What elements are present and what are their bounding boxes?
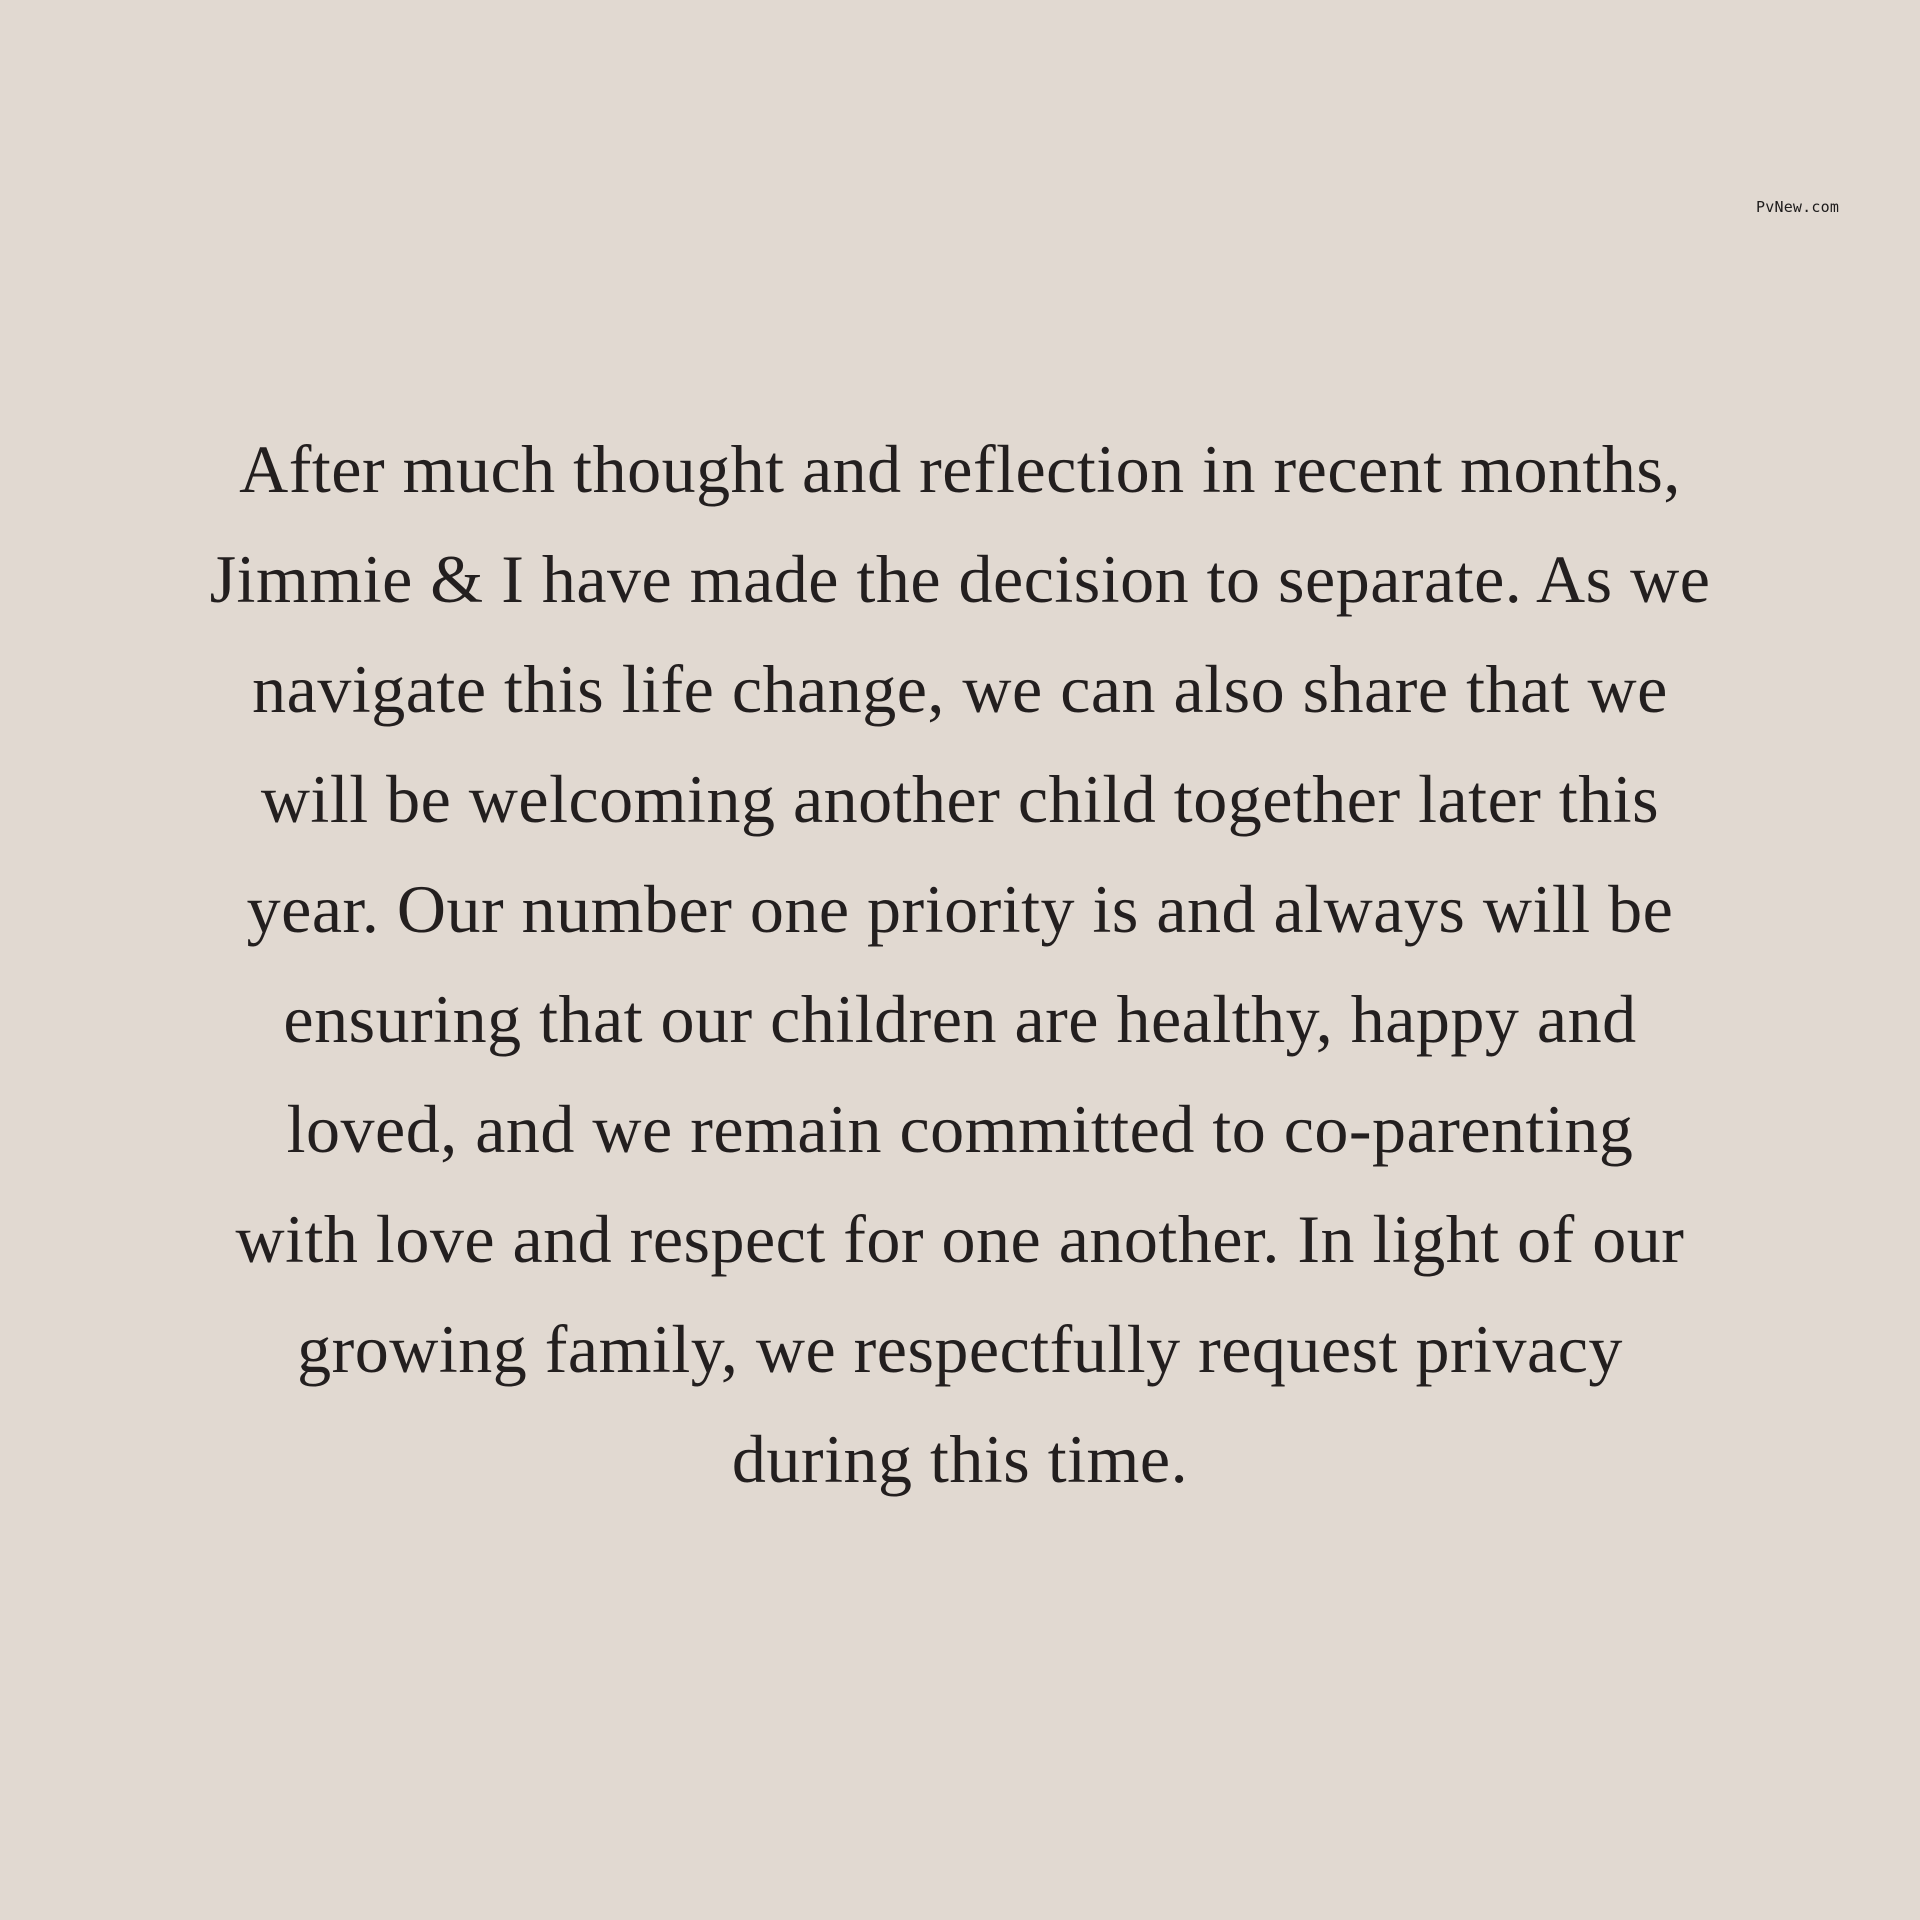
watermark-text: PvNew.com xyxy=(1756,198,1840,216)
statement-line: during this time. xyxy=(731,1421,1189,1497)
statement-line: navigate this life change, we can also share that we xyxy=(252,651,1668,727)
statement-line: After much thought and reflection in recent months, xyxy=(239,431,1681,507)
statement-line: growing family, we respectfully request privacy xyxy=(297,1311,1623,1387)
statement-line: Jimmie & I have made the decision to separate. As we xyxy=(209,541,1711,617)
statement-line: will be welcoming another child together later this xyxy=(260,761,1660,837)
statement-line: loved, and we remain committed to co-parenting xyxy=(286,1091,1634,1167)
statement-line: ensuring that our children are healthy, happy and xyxy=(283,981,1637,1057)
statement-line: with love and respect for one another. In light of our xyxy=(235,1201,1685,1277)
statement-text-block xyxy=(100,414,1820,1514)
statement-line: year. Our number one priority is and always will be xyxy=(246,871,1674,947)
